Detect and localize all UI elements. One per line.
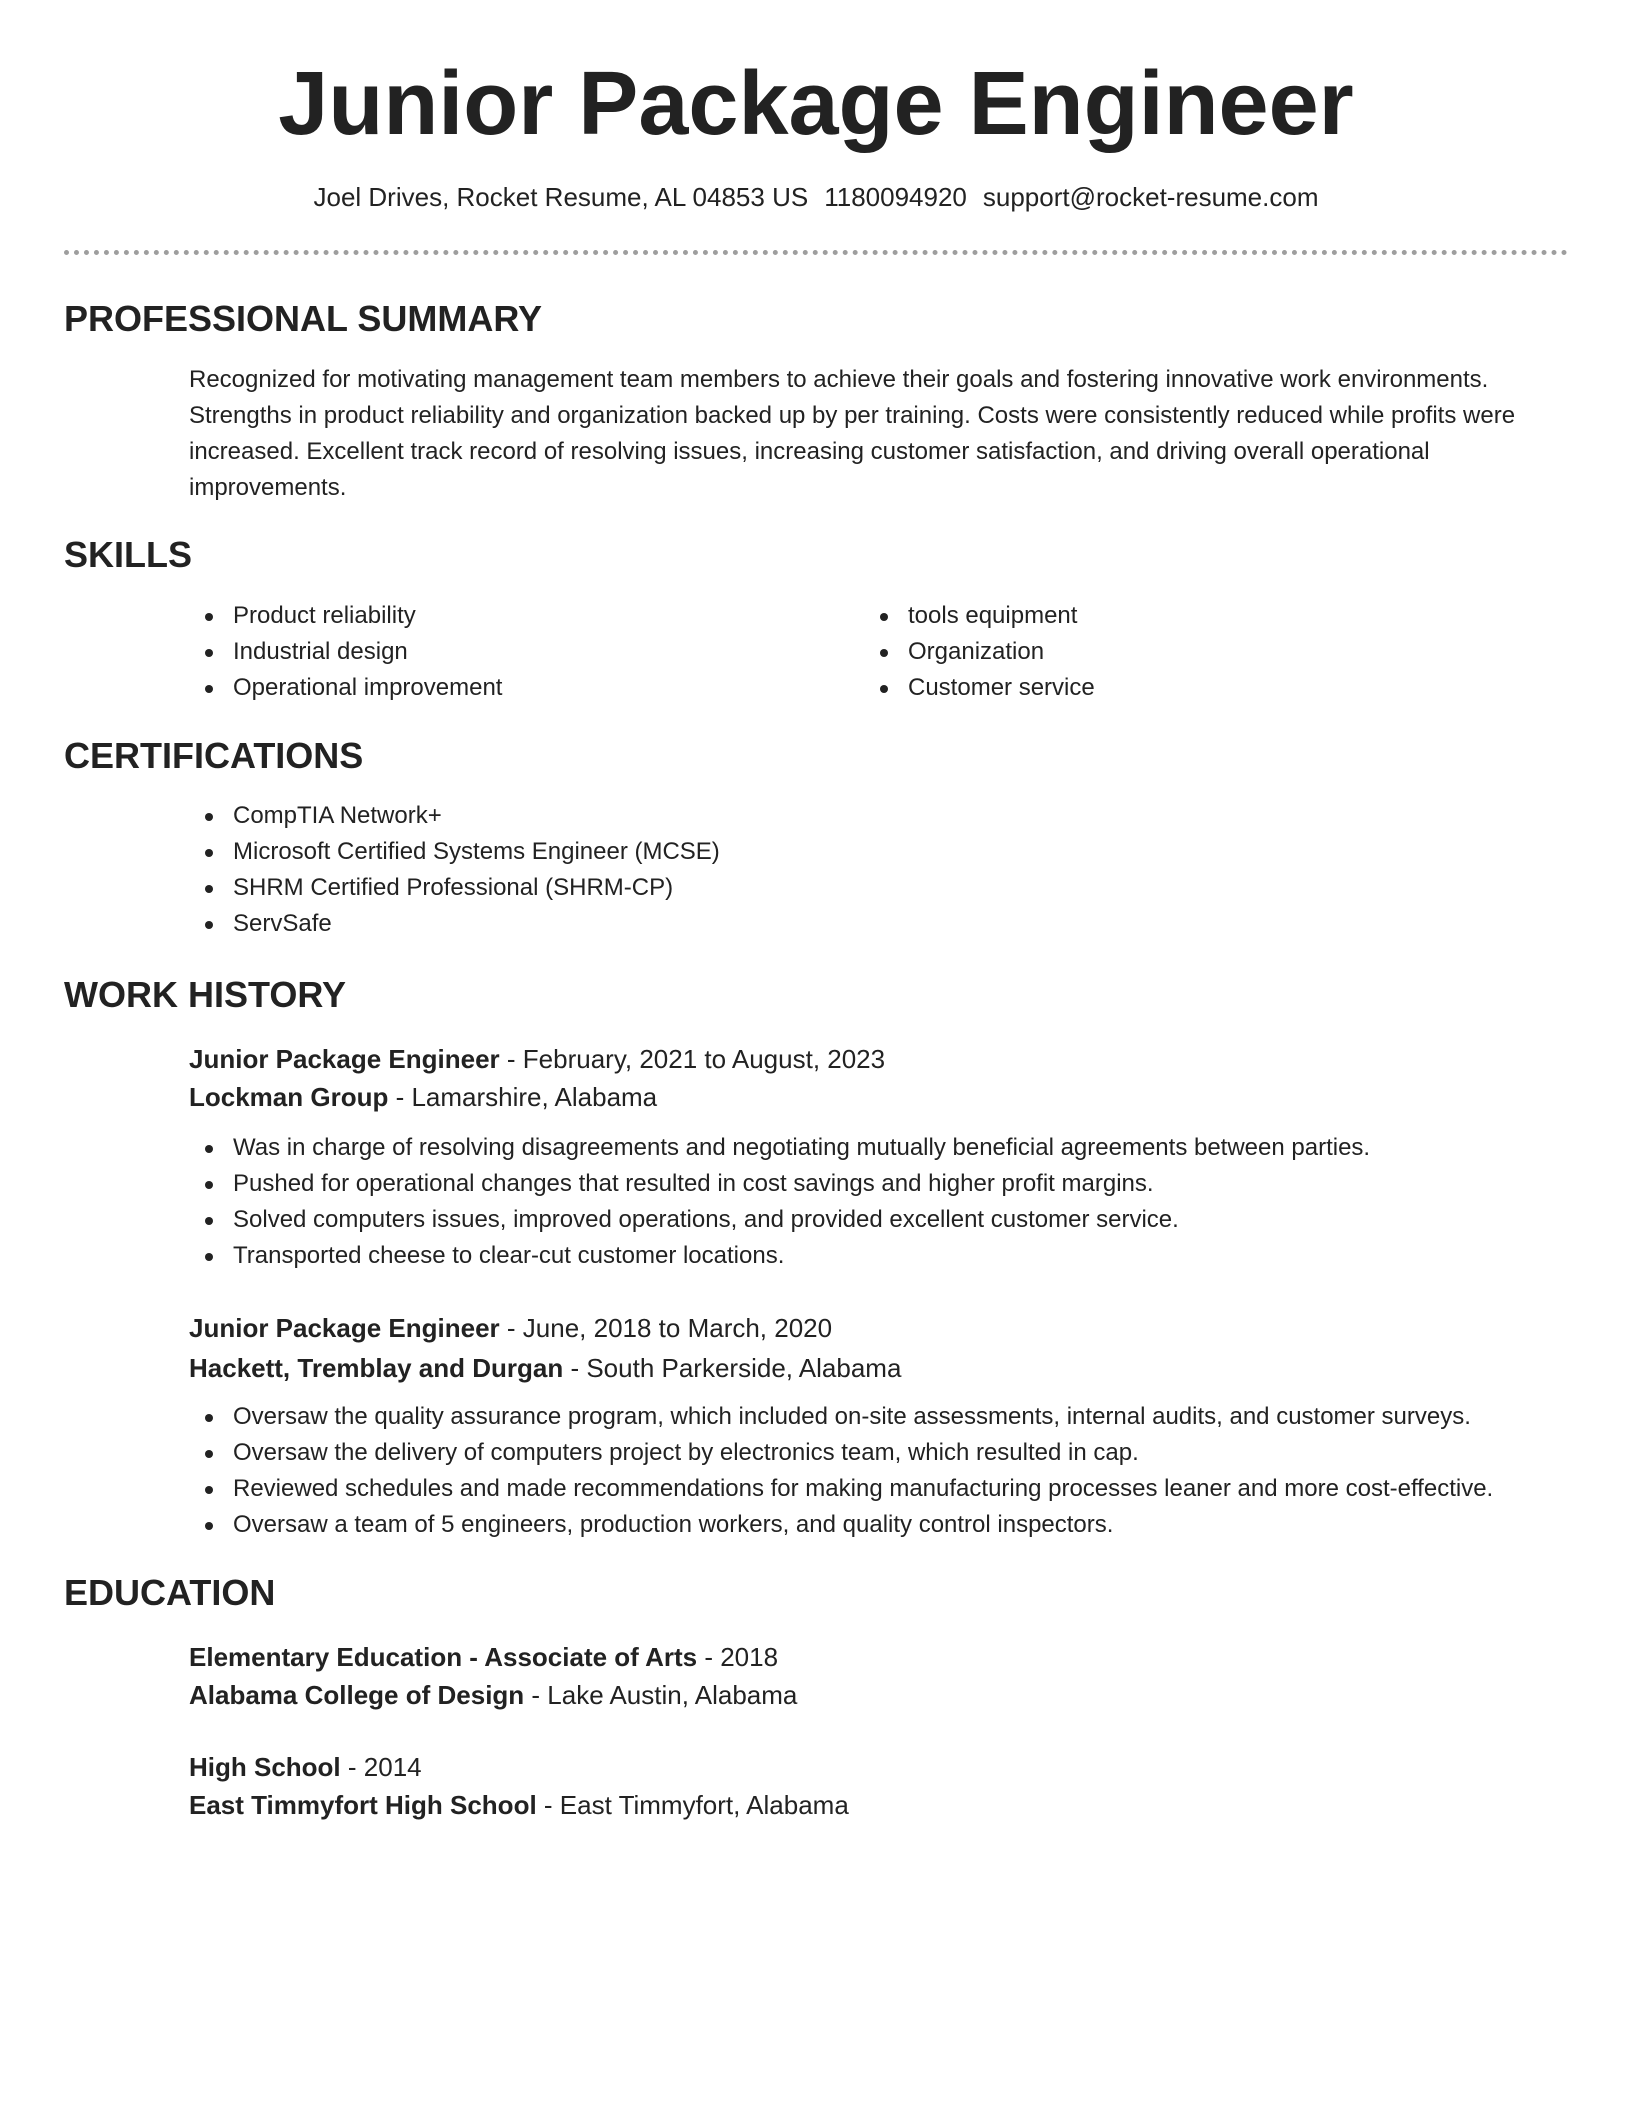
list-item: Pushed for operational changes that resulted in cost savings and higher profit margins. — [189, 1166, 1589, 1202]
header-divider — [64, 250, 1568, 255]
education-location: - East Timmyfort, Alabama — [536, 1790, 849, 1820]
education-year: - 2014 — [340, 1752, 422, 1782]
list-item: ServSafe — [189, 906, 1549, 942]
job-title-line — [189, 1040, 1589, 1078]
list-item: tools equipment — [864, 598, 1524, 634]
education-school-line — [189, 1786, 1549, 1824]
list-item: Reviewed schedules and made recommendations for making manufacturing processes leaner and more cost-effective. — [189, 1471, 1609, 1507]
job-title-line — [189, 1309, 1609, 1347]
education-heading: EDUCATION — [64, 1572, 276, 1613]
list-item: Oversaw a team of 5 engineers, production workers, and quality control inspectors. — [189, 1507, 1609, 1543]
education-degree-line — [189, 1748, 1549, 1786]
skills-heading: SKILLS — [64, 534, 193, 575]
list-item: Industrial design — [189, 634, 849, 670]
job-dates: - February, 2021 to August, 2023 — [499, 1044, 886, 1074]
job-company-line — [189, 1078, 1589, 1116]
job-company: Hackett, Tremblay and Durgan — [189, 1353, 564, 1383]
summary-text: Recognized for motivating management team members to achieve their goals and fostering innovative work environments. Strengths in product reliability and organization backed up by per training. Costs were consistently reduced while profits were increased. Excellent track record of resolving issues, increasing customer satisfaction, and driving overall operational improvements. — [189, 366, 1516, 501]
job-location: - South Parkerside, Alabama — [563, 1353, 902, 1383]
list-item: Operational improvement — [189, 670, 849, 706]
job-company: Lockman Group — [189, 1082, 389, 1112]
list-item: Solved computers issues, improved operations, and provided excellent customer service. — [189, 1202, 1589, 1238]
summary-heading: PROFESSIONAL SUMMARY — [64, 298, 543, 339]
list-item: Customer service — [864, 670, 1524, 706]
education-school: Alabama College of Design — [189, 1680, 525, 1710]
education-degree-line — [189, 1638, 1549, 1676]
list-item: Transported cheese to clear-cut customer locations. — [189, 1238, 1589, 1274]
education-entry — [189, 1748, 1549, 1824]
education-school: East Timmyfort High School — [189, 1790, 537, 1820]
job-bullets — [189, 1399, 1609, 1543]
list-item: Was in charge of resolving disagreements and negotiating mutually beneficial agreements between parties. — [189, 1130, 1589, 1166]
list-item: SHRM Certified Professional (SHRM-CP) — [189, 870, 1549, 906]
list-item: Oversaw the delivery of computers project by electronics team, which resulted in cap. — [189, 1435, 1609, 1471]
list-item: Product reliability — [189, 598, 849, 634]
certifications-list — [189, 798, 1549, 942]
list-item: Organization — [864, 634, 1524, 670]
job-title: Junior Package Engineer — [189, 1313, 500, 1343]
resume-title: Junior Package Engineer — [278, 54, 1354, 154]
list-item: CompTIA Network+ — [189, 798, 1549, 834]
job-title: Junior Package Engineer — [189, 1044, 500, 1074]
job-entry — [189, 1309, 1609, 1543]
education-degree: Elementary Education - Associate of Arts — [189, 1642, 698, 1672]
contact-phone: 1180094920 — [824, 182, 967, 212]
skills-list-right — [864, 598, 1524, 706]
certifications-heading: CERTIFICATIONS — [64, 735, 364, 776]
contact-address: Joel Drives, Rocket Resume, AL 04853 US — [313, 182, 809, 212]
job-entry — [189, 1040, 1589, 1274]
list-item: Microsoft Certified Systems Engineer (MCSE) — [189, 834, 1549, 870]
education-entry — [189, 1638, 1549, 1714]
job-company-line — [189, 1349, 1609, 1387]
education-degree: High School — [189, 1752, 341, 1782]
job-location: - Lamarshire, Alabama — [388, 1082, 658, 1112]
contact-email: support@rocket-resume.com — [982, 182, 1319, 212]
job-dates: - June, 2018 to March, 2020 — [499, 1313, 833, 1343]
list-item: Oversaw the quality assurance program, which included on-site assessments, internal audits, and customer surveys. — [189, 1399, 1609, 1435]
skills-list-left — [189, 598, 849, 706]
education-year: - 2018 — [697, 1642, 779, 1672]
contact-line — [0, 180, 1632, 214]
education-school-line — [189, 1676, 1549, 1714]
education-location: - Lake Austin, Alabama — [524, 1680, 798, 1710]
job-bullets — [189, 1130, 1589, 1274]
work-heading: WORK HISTORY — [64, 974, 347, 1015]
